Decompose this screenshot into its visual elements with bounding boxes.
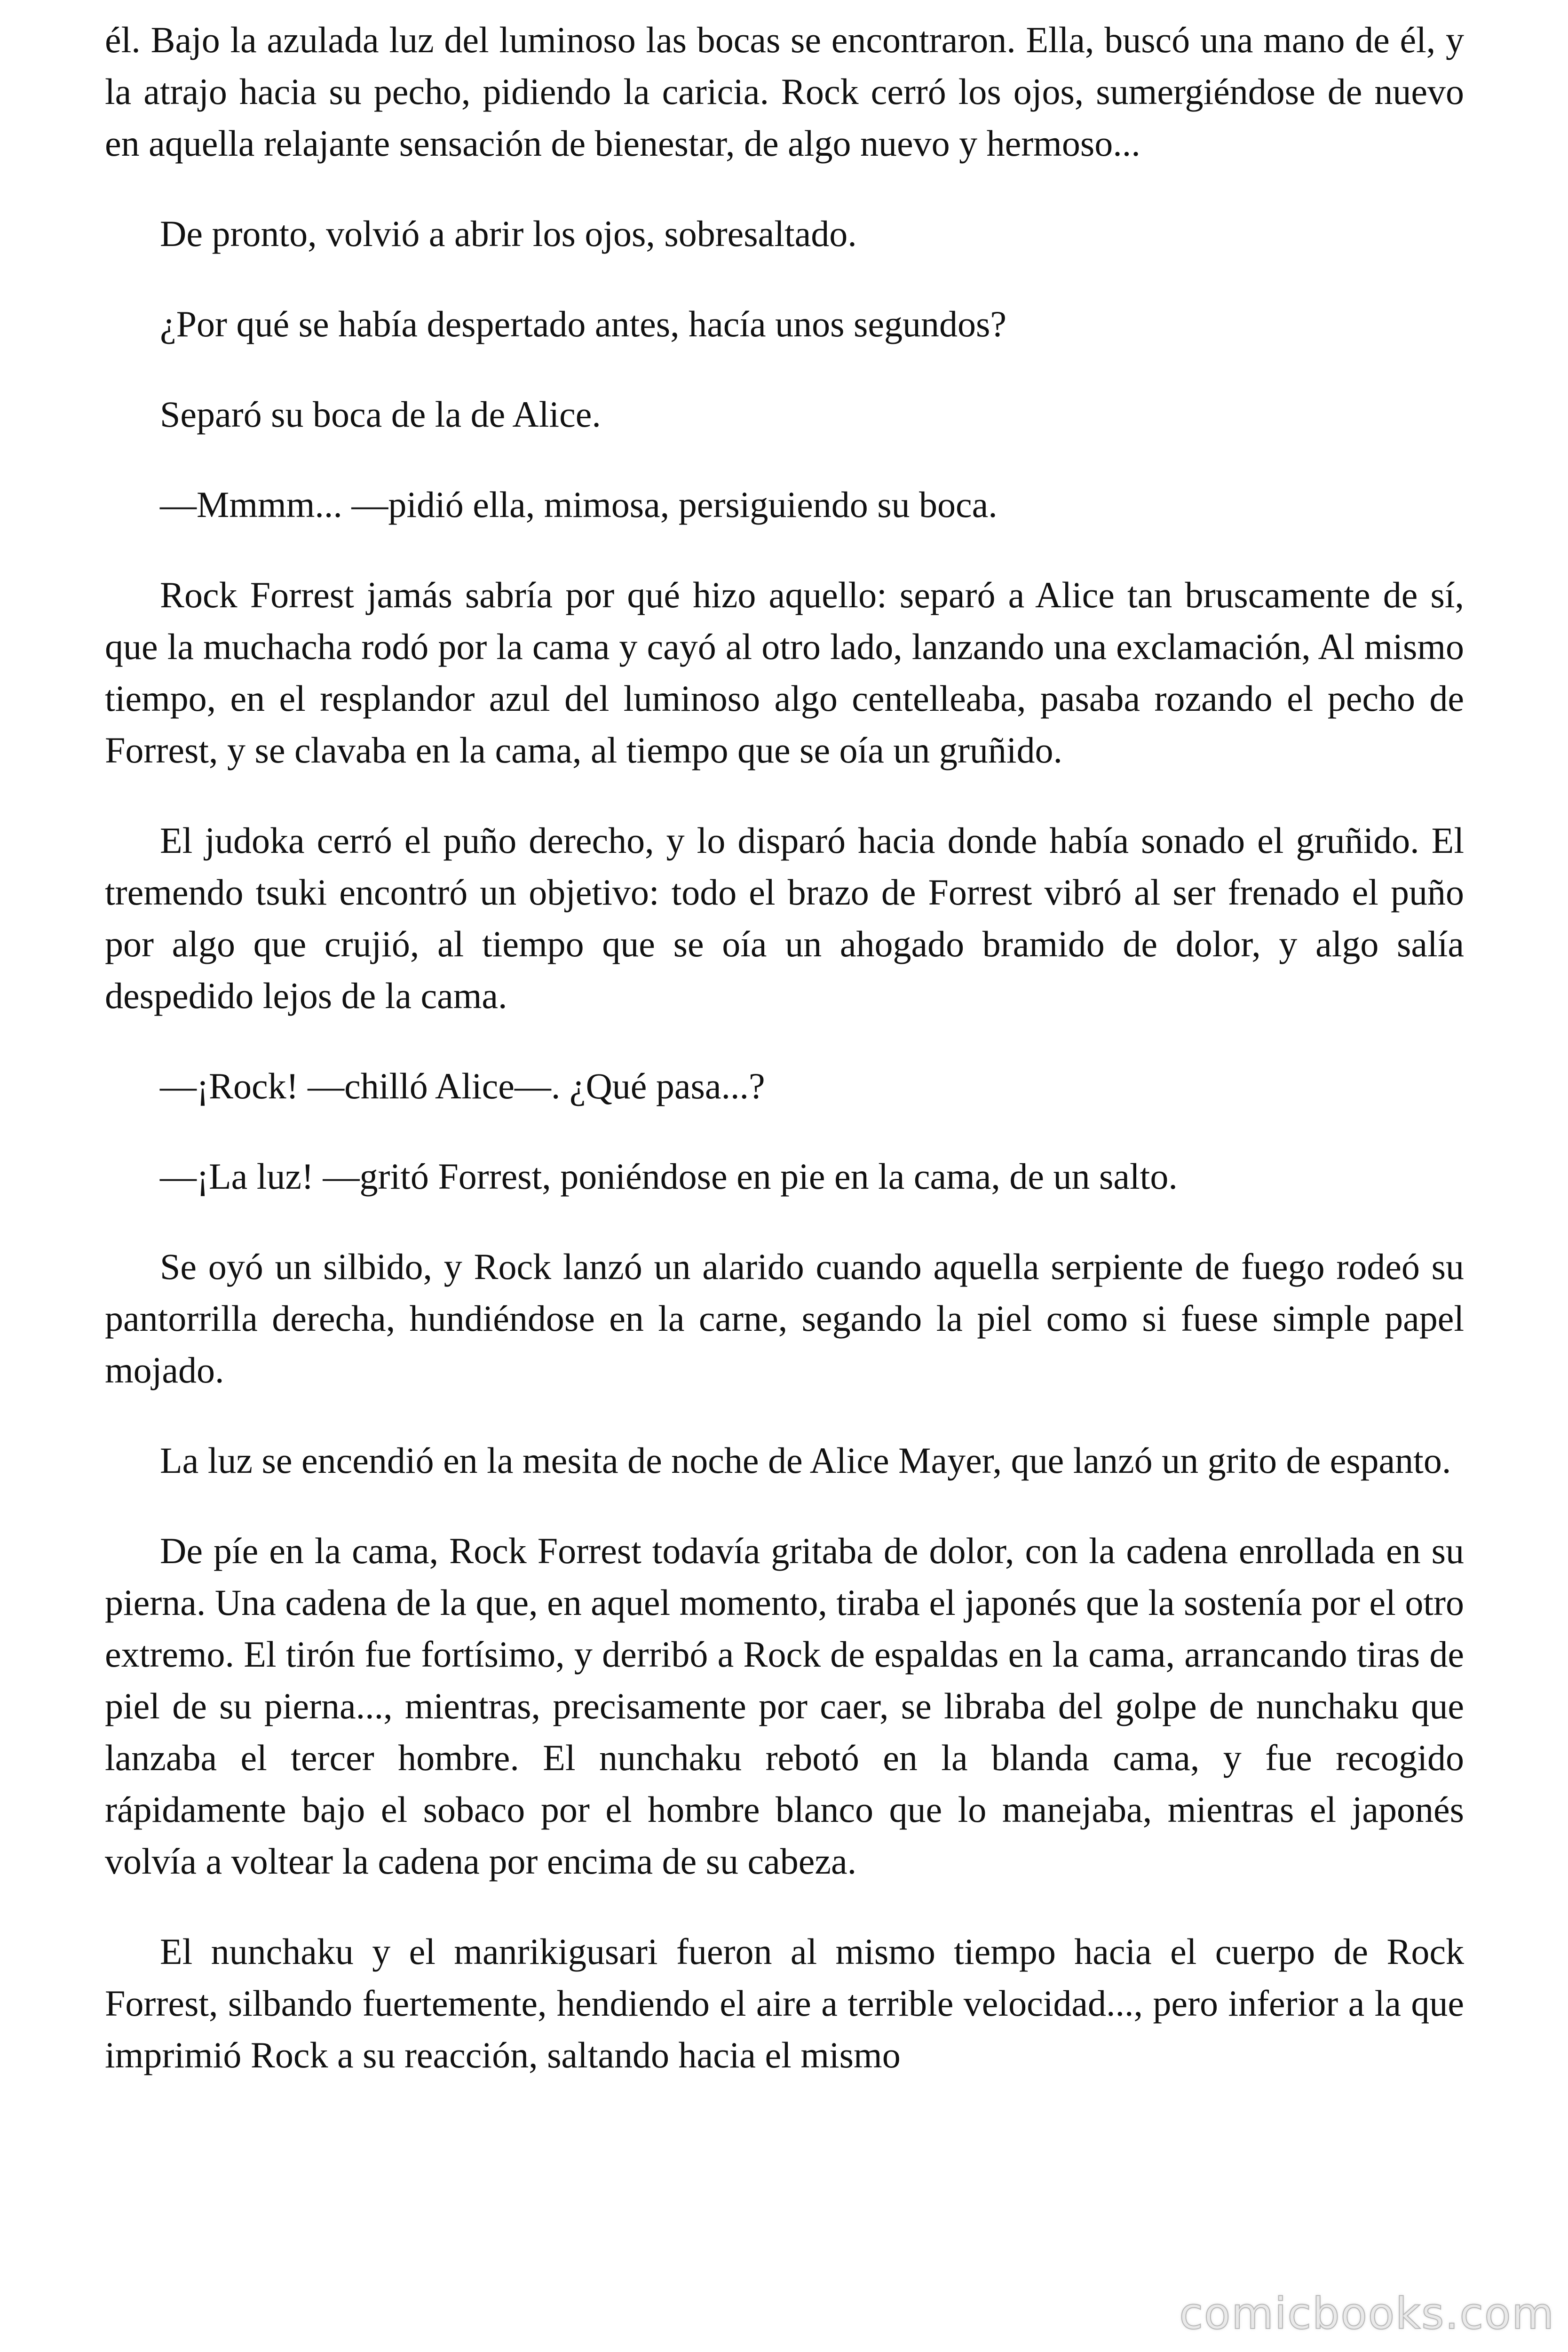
paragraph-10: Se oyó un silbido, y Rock lanzó un alarido cuando aquella serpiente de fuego rodeó su pantorrilla derecha, hundiéndose en la carne, segando la piel como si fuese simple papel mojado. (105, 1246, 1464, 1391)
paragraph-11: La luz se encendió en la mesita de noche de Alice Mayer, que lanzó un grito de espanto. (160, 1440, 1451, 1481)
paragraph-6: Rock Forrest jamás sabría por qué hizo aquello: separó a Alice tan bruscamente de sí, que la muchacha rodó por la cama y cayó al otro lado, lanzando una exclamación, Al mismo tiempo, en el resplandor azul del luminoso algo centelleaba, pasaba rozando el pecho de Forrest, y se clavaba en la cama, al tiempo que se oía un gruñido. (105, 574, 1464, 771)
paragraph-7: El judoka cerró el puño derecho, y lo disparó hacia donde había sonado el gruñido. El tremendo tsuki encontró un objetivo: todo el brazo de Forrest vibró al ser frenado el puño por algo que crujió, al tiempo que se oía un ahogado bramido de dolor, y algo salía despedido lejos de la cama. (105, 820, 1464, 1016)
paragraph-5: —Mmmm... —pidió ella, mimosa, persiguiendo su boca. (160, 484, 998, 525)
paragraph-12: De píe en la cama, Rock Forrest todavía gritaba de dolor, con la cadena enrollada en su pierna. Una cadena de la que, en aquel momento, tiraba el japonés que la sostenía por el otro extremo. El tirón fue fortísimo, y derribó a Rock de espaldas en la cama, arrancando tiras de piel de su pierna..., mientras, precisamente por caer, se libraba del golpe de nunchaku que lanzaba el tercer hombre. El nunchaku rebotó en la blanda cama, y fue recogido rápidamente bajo el sobaco por el hombre blanco que lo manejaba, mientras el japonés volvía a voltear la cadena por encima de su cabeza. (105, 1530, 1464, 1882)
watermark: comicbooks.com (1179, 2288, 1555, 2339)
paragraph-4: Separó su boca de la de Alice. (160, 394, 601, 435)
paragraph-9: —¡La luz! —gritó Forrest, poniéndose en pie en la cama, de un salto. (160, 1156, 1178, 1197)
paragraph-8: —¡Rock! —chilló Alice—. ¿Qué pasa...? (160, 1065, 765, 1106)
body-text (105, 14, 1464, 2081)
paragraph-2: De pronto, volvió a abrir los ojos, sobresaltado. (160, 213, 857, 254)
paragraph-3: ¿Por qué se había despertado antes, hacía unos segundos? (160, 303, 1006, 344)
paragraph-13: El nunchaku y el manrikigusari fueron al mismo tiempo hacia el cuerpo de Rock Forrest, silbando fuertemente, hendiendo el aire a terrible velocidad..., pero inferior a la que imprimió Rock a su reacción, saltando hacia el mismo (105, 1931, 1464, 2075)
paragraph-1: él. Bajo la azulada luz del luminoso las bocas se encontraron. Ella, buscó una mano de él, y la atrajo hacia su pecho, pidiendo la caricia. Rock cerró los ojos, sumergiéndose de nuevo en aquella relajante sensación de bienestar, de algo nuevo y hermoso... (105, 19, 1464, 164)
